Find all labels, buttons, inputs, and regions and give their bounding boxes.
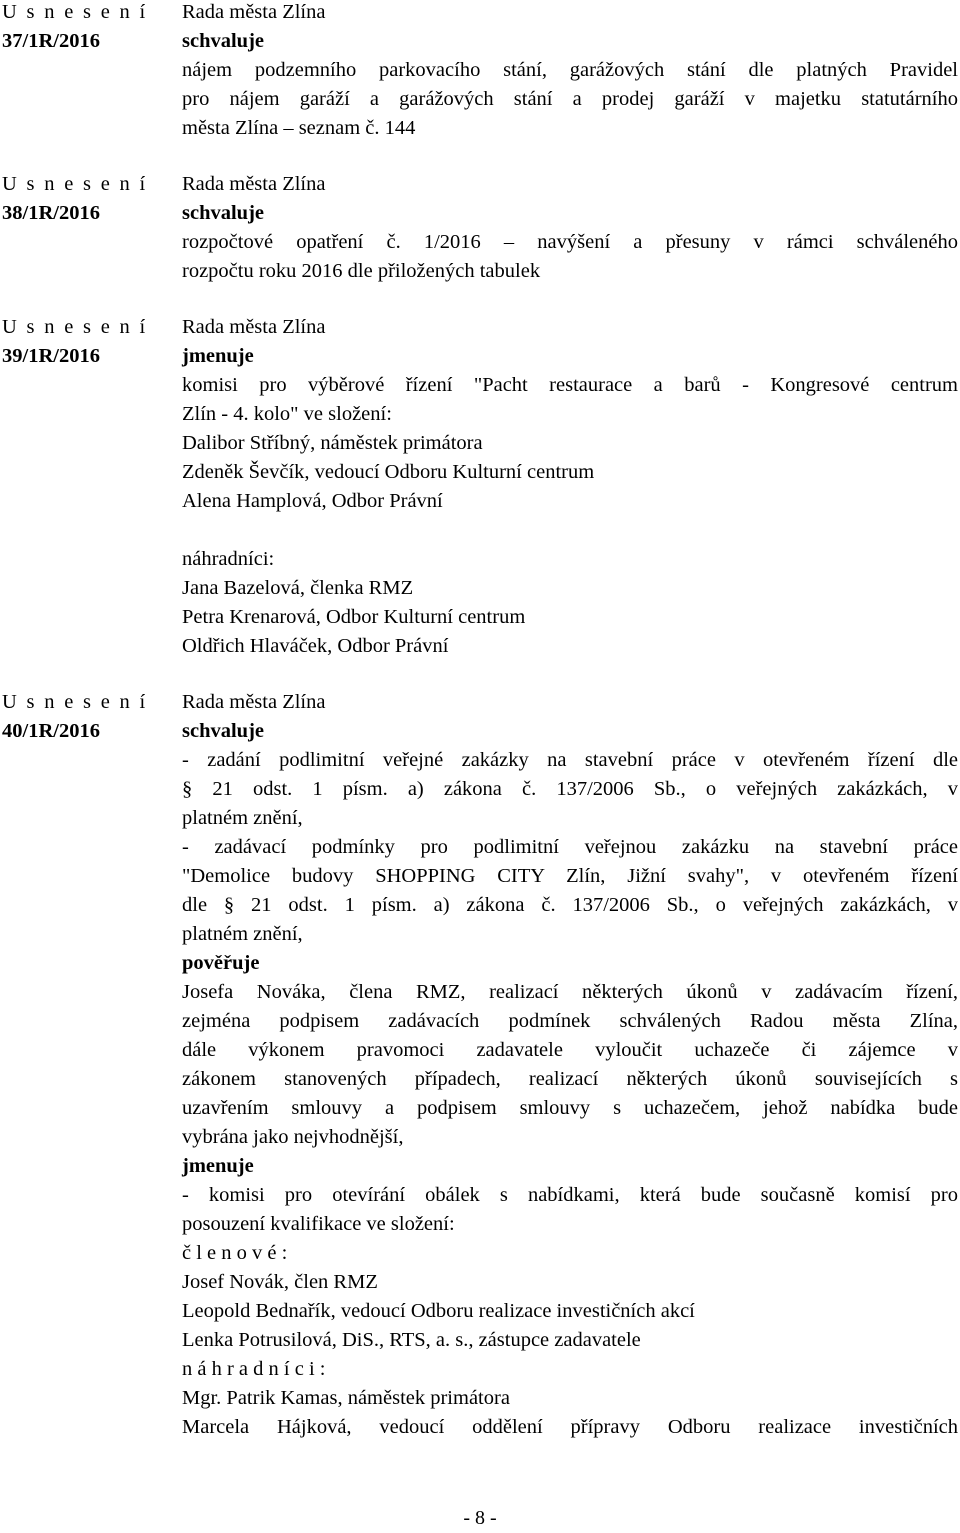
member-line: Jana Bazelová, členka RMZ (182, 577, 414, 599)
verb-appoints: jmenuje (182, 1155, 254, 1177)
text-line: Zlín - 4. kolo" ve složení: (182, 403, 392, 425)
verb-approves: schvaluje (182, 202, 264, 224)
member-line: Petra Krenarová, Odbor Kulturní centrum (182, 606, 526, 628)
page-number: - 8 - (463, 1507, 497, 1529)
text-line: pro nájem garáží a garážových stání a prodej garáží v majetku statutárního (182, 88, 958, 110)
substitutes-heading: náhradníci: (182, 548, 275, 570)
resolution-heading: U s n e s e n í (2, 1, 148, 23)
resolution-heading: U s n e s e n í (2, 173, 148, 195)
member-line: Dalibor Stříbný, náměstek primátora (182, 432, 483, 454)
council-name: Rada města Zlína (182, 1, 326, 23)
resolution-body (182, 170, 958, 286)
member-line: Oldřich Hlaváček, Odbor Právní (182, 635, 449, 657)
text-line: dle § 21 odst. 1 písm. a) zákona č. 137/2006 Sb., o veřejných zakázkách, v (182, 894, 958, 916)
resolution-body (182, 0, 958, 143)
text-line: města Zlína – seznam č. 144 (182, 117, 416, 139)
text-line: - komisi pro otevírání obálek s nabídkami, která bude současně komisí pro (182, 1184, 958, 1206)
text-line: vybrána jako nejvhodnější, (182, 1126, 404, 1148)
resolution-label (2, 170, 172, 228)
text-line: zákonem stanovených případech, realizací některých úkonů souvisejících s (182, 1068, 958, 1090)
resolution-heading: U s n e s e n í (2, 691, 148, 713)
text-line: platném znění, (182, 923, 303, 945)
text-line: dále výkonem pravomoci zadavatele vyloučit uchazeče či zájemce v (182, 1039, 958, 1061)
text-line: posouzení kvalifikace ve složení: (182, 1213, 455, 1235)
resolution-label (2, 0, 172, 56)
text-line: Josefa Nováka, člena RMZ, realizací některých úkonů v zadávacím řízení, (182, 981, 958, 1003)
member-line: Marcela Hájková, vedoucí oddělení přípravy Odboru realizace investičních (182, 1416, 958, 1438)
verb-appoints: jmenuje (182, 345, 254, 367)
council-name: Rada města Zlína (182, 173, 326, 195)
council-name: Rada města Zlína (182, 691, 326, 713)
resolution-heading: U s n e s e n í (2, 316, 148, 338)
resolution-number: 37/1R/2016 (2, 30, 100, 52)
council-name: Rada města Zlína (182, 316, 326, 338)
text-line (182, 775, 958, 804)
resolution-label (2, 688, 172, 746)
member-line: Alena Hamplová, Odbor Právní (182, 490, 443, 512)
verb-approves: schvaluje (182, 30, 264, 52)
text-line: zejména podpisem zadávacích podmínek schválených Radou města Zlína, (182, 1010, 958, 1032)
resolution-number: 39/1R/2016 (2, 345, 100, 367)
verb-authorizes: pověřuje (182, 952, 260, 974)
resolution-number: 40/1R/2016 (2, 720, 100, 742)
text-line: uzavřením smlouvy a podpisem smlouvy s uchazečem, jehož nabídka bude (182, 1097, 958, 1119)
resolution-label (2, 313, 172, 371)
member-line: Lenka Potrusilová, DiS., RTS, a. s., zástupce zadavatele (182, 1329, 641, 1351)
verb-approves: schvaluje (182, 720, 264, 742)
resolution-body (182, 688, 958, 1442)
text-line: nájem podzemního parkovacího stání, garážových stání dle platných Pravidel (182, 59, 958, 81)
text-line: platném znění, (182, 807, 303, 829)
text-line: "Demolice budovy SHOPPING CITY Zlín, Jižní svahy", v otevřeném řízení (182, 865, 958, 887)
resolution-body (182, 313, 958, 661)
member-line: Zdeněk Ševčík, vedoucí Odboru Kulturní centrum (182, 461, 595, 483)
text-line: rozpočtové opatření č. 1/2016 – navýšení a přesuny v rámci schváleného (182, 231, 958, 253)
substitutes-heading: n á h r a d n í c i : (182, 1358, 326, 1380)
text-line: - zadání podlimitní veřejné zakázky na stavební práce v otevřeném řízení dle (182, 749, 958, 771)
member-line: Leopold Bednařík, vedoucí Odboru realizace investičních akcí (182, 1300, 695, 1322)
members-heading: č l e n o v é : (182, 1242, 288, 1264)
text-line: rozpočtu roku 2016 dle přiložených tabulek (182, 260, 541, 282)
resolution-number: 38/1R/2016 (2, 202, 100, 224)
text-line: - zadávací podmínky pro podlimitní veřejnou zakázku na stavební práce (182, 836, 958, 858)
member-line: Mgr. Patrik Kamas, náměstek primátora (182, 1387, 510, 1409)
text-line-content: § 21 odst. 1 písm. a) zákona č. 137/2006 Sb., o veřejných zakázkách, v (182, 778, 958, 800)
spacer (182, 516, 958, 545)
member-line: Josef Novák, člen RMZ (182, 1271, 378, 1293)
text-line: komisi pro výběrové řízení "Pacht restaurace a barů - Kongresové centrum (182, 374, 958, 396)
